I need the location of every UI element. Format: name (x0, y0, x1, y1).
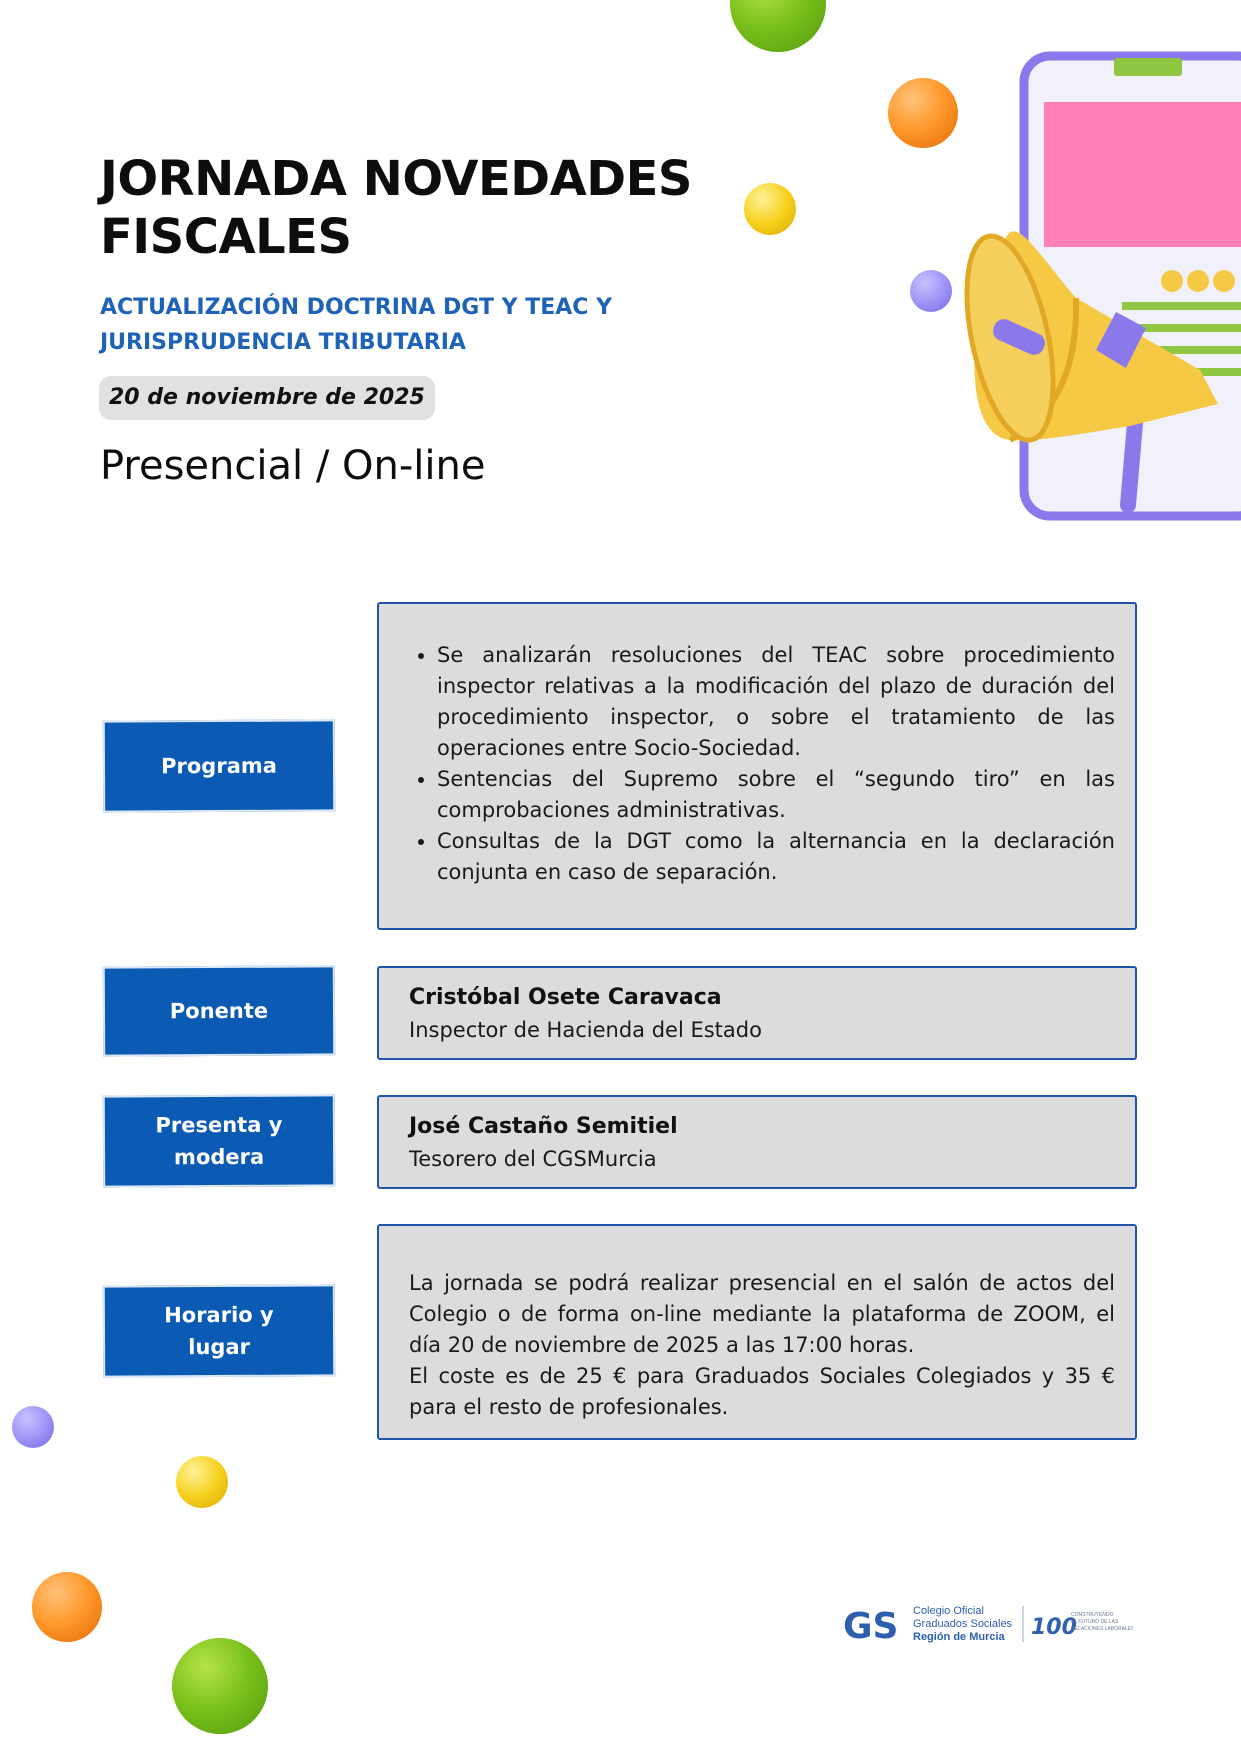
horario-text: La jornada se podrá realizar presencial en el salón de actos del Colegio o de forma on-line mediante la plataforma de ZOOM, el día 20 de noviembre de 2025 a las 17:00 horas. (409, 1271, 1115, 1357)
modera-label: Presenta y modera (103, 1094, 335, 1187)
logo-line2: Graduados Sociales (913, 1618, 1013, 1630)
logo-badge: 100 (1031, 1615, 1077, 1640)
logo-tagline1: CONSTRUYENDO (1071, 1612, 1114, 1618)
decorative-ball-purple (910, 270, 952, 312)
logo-mark: GS (843, 1606, 899, 1646)
modera-role: Tesorero del CGSMurcia (409, 1147, 657, 1171)
list-item: • Consultas de la DGT como la alternancia en la declaración conjunta en caso de separación. (437, 826, 1115, 888)
decorative-ball-orange (32, 1572, 102, 1642)
logo-tagline3: RELACIONES LABORALES (1071, 1626, 1133, 1632)
modera-name: José Castaño Semitiel (409, 1114, 678, 1139)
decorative-ball-yellow (744, 183, 796, 235)
colegio-logo (843, 1602, 1133, 1646)
decorative-ball-purple (12, 1406, 54, 1448)
event-date-badge: 20 de noviembre de 2025 (99, 376, 435, 420)
programa-list (379, 640, 1135, 888)
logo-tagline2: EL FUTURO DE LAS (1071, 1619, 1119, 1625)
decorative-ball-green (172, 1638, 268, 1734)
decorative-ball-yellow (176, 1456, 228, 1508)
horario-cost: El coste es de 25 € para Graduados Sociales Colegiados y 35 € para el resto de profesionales. (409, 1364, 1115, 1419)
decorative-ball-orange (888, 78, 958, 148)
modera-box (377, 1095, 1137, 1189)
logo-line1: Colegio Oficial (913, 1605, 984, 1617)
page-title: JORNADA NOVEDADES FISCALES (100, 151, 692, 265)
ponente-label: Ponente (103, 965, 335, 1056)
programa-box (377, 602, 1137, 930)
megaphone-icon (950, 50, 1241, 530)
ponente-role: Inspector de Hacienda del Estado (409, 1018, 762, 1042)
list-item: • Se analizarán resoluciones del TEAC sobre procedimiento inspector relativas a la modificación del plazo de duración del procedimiento inspector, o sobre el tratamiento de las operaciones entre Socio-Sociedad. (437, 640, 1115, 764)
list-item: • Sentencias del Supremo sobre el “segundo tiro” en las comprobaciones administrativas. (437, 764, 1115, 826)
decorative-ball-green (730, 0, 826, 52)
horario-box (377, 1224, 1137, 1440)
event-modality: Presencial / On-line (100, 443, 486, 489)
ponente-box (377, 966, 1137, 1060)
ponente-name: Cristóbal Osete Caravaca (409, 985, 722, 1010)
programa-label: Programa (103, 719, 335, 812)
horario-label: Horario y lugar (103, 1284, 335, 1377)
logo-line3: Región de Murcia (913, 1631, 1005, 1643)
page-subtitle: ACTUALIZACIÓN DOCTRINA DGT Y TEAC Y JURISPRUDENCIA TRIBUTARIA (100, 295, 613, 355)
